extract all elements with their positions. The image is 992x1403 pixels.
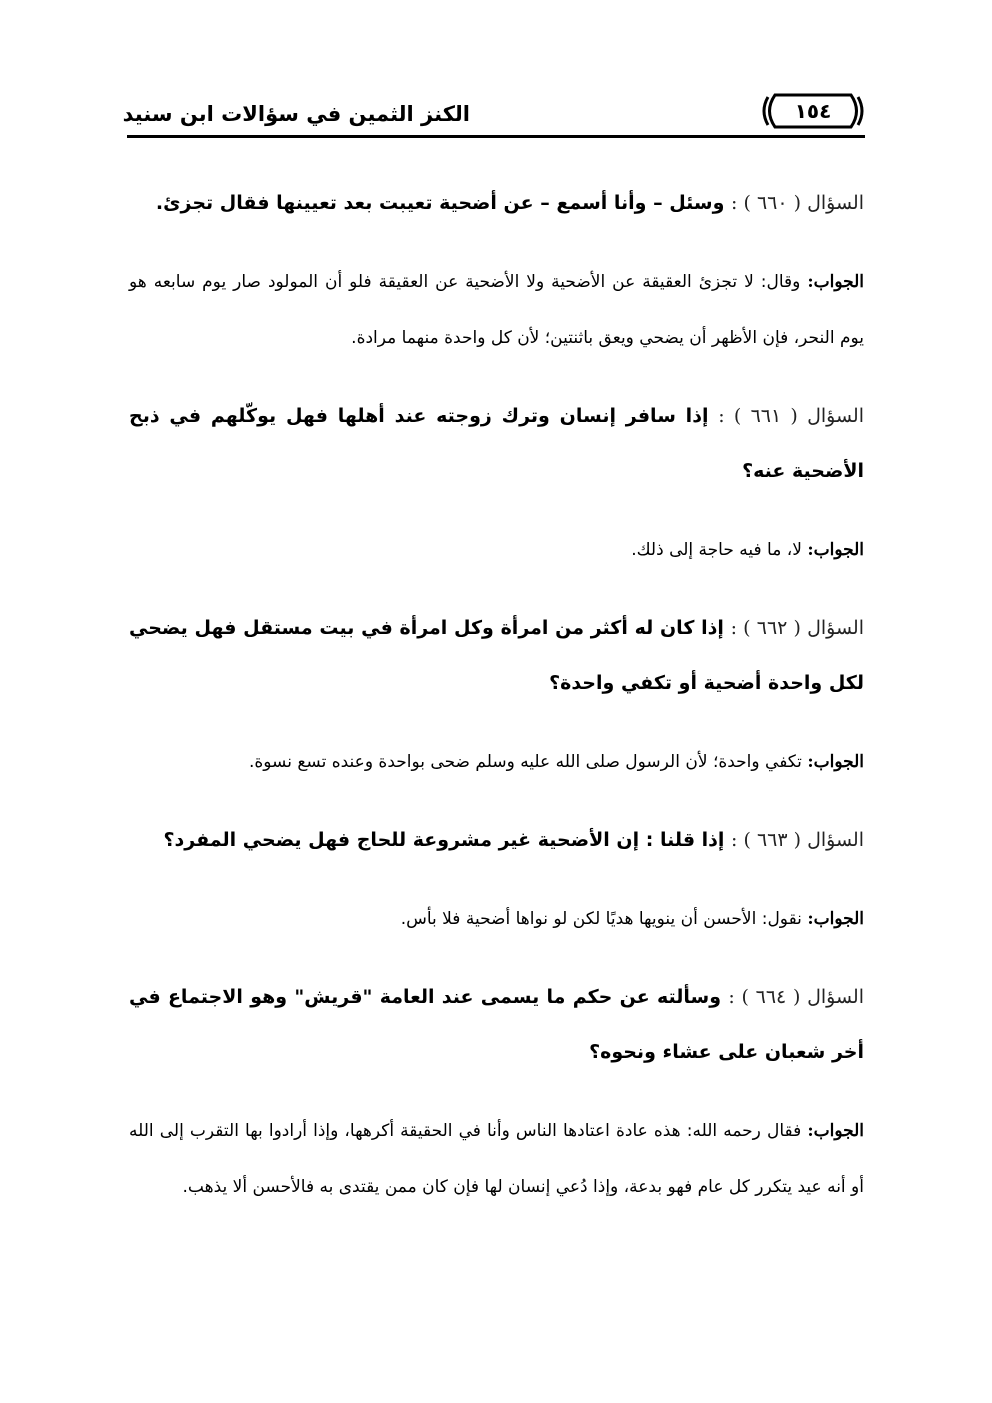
answer-label: الجواب: — [807, 1121, 864, 1141]
page-number: ١٥٤ — [794, 99, 832, 123]
question-text: إذا قلنا : إن الأضحية غير مشروعة للحاج فهل يضحي المفرد؟ — [163, 829, 725, 851]
question-663 — [129, 813, 864, 868]
question-text: إذا سافر إنسان وترك زوجته عند أهلها فهل يوكّلهم في ذبح الأضحية عنه؟ — [129, 405, 864, 482]
page-body — [129, 176, 864, 1238]
question-label: السؤال ( ٦٦٤ ) : — [728, 986, 864, 1008]
question-label: السؤال ( ٦٦٠ ) : — [731, 192, 864, 214]
question-662 — [129, 601, 864, 711]
question-660 — [129, 176, 864, 231]
question-661 — [129, 389, 864, 499]
answer-label: الجواب: — [807, 909, 864, 929]
question-text: وسئل – وأنا أسمع – عن أضحية تعيبت بعد تعيينها فقال تجزئ. — [155, 192, 725, 214]
question-text: وسألته عن حكم ما يسمى عند العامة "قريش" وهو الاجتماع في أخر شعبان على عشاء ونحوه؟ — [129, 986, 864, 1063]
answer-660 — [129, 254, 864, 366]
answer-label: الجواب: — [807, 540, 864, 560]
page-header — [122, 88, 865, 138]
question-label: السؤال ( ٦٦٣ ) : — [731, 829, 864, 851]
answer-663 — [129, 891, 864, 947]
question-label: السؤال ( ٦٦١ ) : — [718, 405, 864, 427]
book-title: الكنز الثمين في سؤالات ابن سنيد — [122, 102, 470, 126]
answer-text: تكفي واحدة؛ لأن الرسول صلى الله عليه وسلم ضحى بواحدة وعنده تسع نسوة. — [248, 752, 802, 772]
question-label: السؤال ( ٦٦٢ ) : — [730, 617, 864, 639]
answer-text: نقول: الأحسن أن ينويها هديًا لكن لو نواها أضحية فلا بأس. — [400, 909, 802, 929]
answer-label: الجواب: — [807, 752, 864, 772]
answer-text: لا، ما فيه حاجة إلى ذلك. — [631, 540, 802, 560]
answer-662 — [129, 734, 864, 790]
question-text: إذا كان له أكثر من امرأة وكل امرأة في بيت مستقل فهل يضحي لكل واحدة أضحية أو تكفي واحدة؟ — [129, 617, 864, 694]
header-divider — [127, 135, 865, 138]
answer-text: فقال رحمه الله: هذه عادة اعتادها الناس وأنا في الحقيقة أكرهها، وإذا أرادوا بها التقرب إلى الله أو أنه عيد يتكرر كل عام فهو بدعة، وإذا دُعي إنسان لها فإن كان ممن يقتدى به فالأحسن ألا يذهب. — [129, 1121, 864, 1197]
answer-664 — [129, 1103, 864, 1215]
answer-label: الجواب: — [807, 272, 864, 292]
answer-text: وقال: لا تجزئ العقيقة عن الأضحية ولا الأضحية عن العقيقة فلو أن المولود صار يوم سابعه هو يوم النحر، فإن الأظهر أن يضحي ويعق باثنتين؛ لأن كل واحدة منهما مرادة. — [129, 272, 864, 348]
answer-661 — [129, 522, 864, 578]
question-664 — [129, 970, 864, 1080]
page-number-badge — [761, 92, 865, 130]
